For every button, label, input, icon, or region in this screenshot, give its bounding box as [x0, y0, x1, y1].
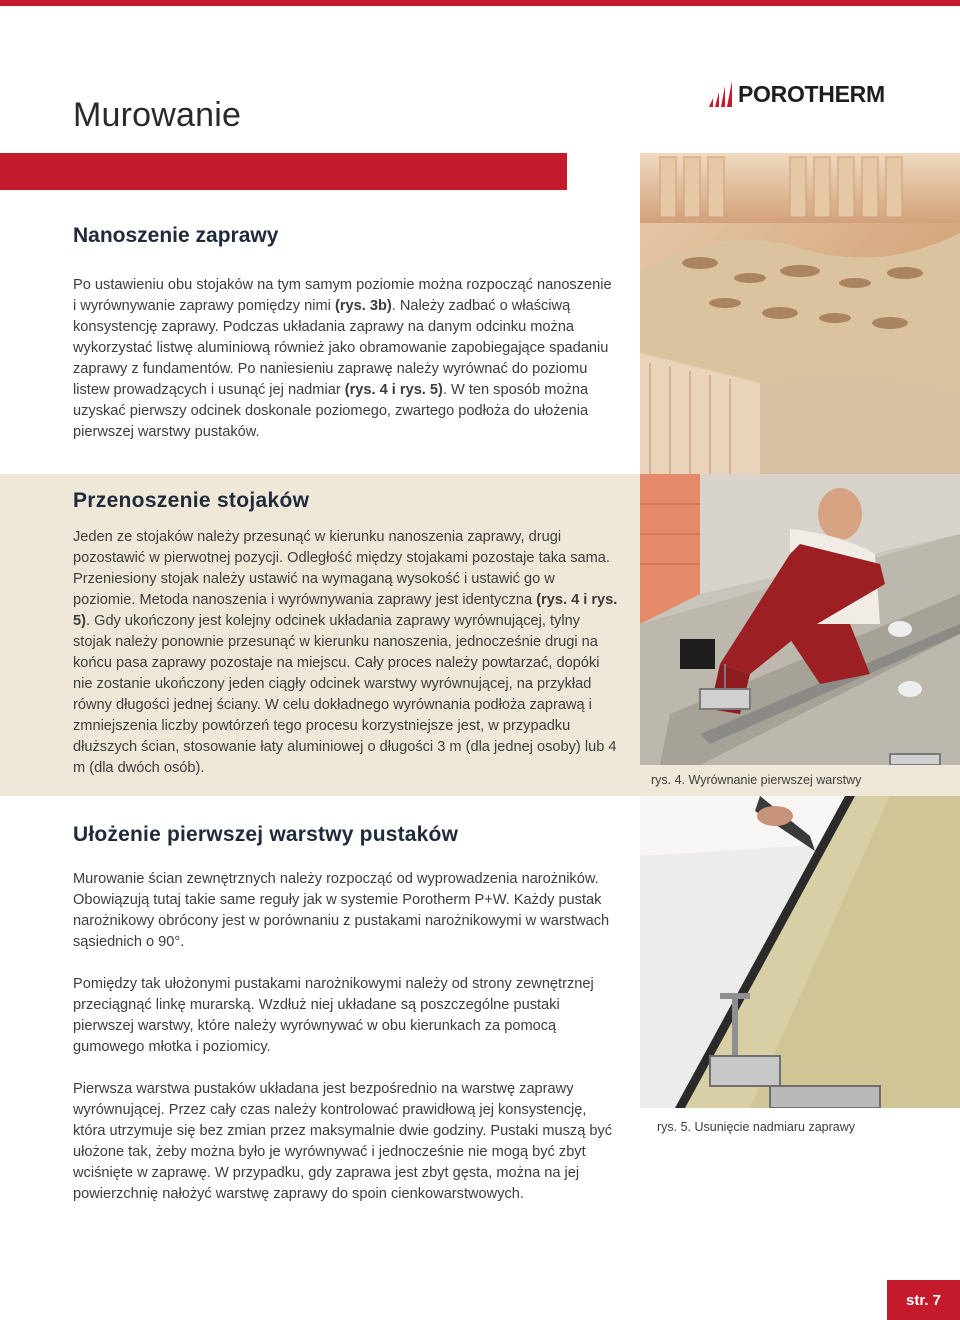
porotherm-logo	[708, 80, 885, 108]
figure-4-caption: rys. 4. Wyrównanie pierwszej warstwy	[651, 773, 862, 787]
paragraph-text: Pierwsza warstwa pustaków układana jest bezpośrednio na warstwę zaprawy wyrównującej. Przez cały czas należy kontrolować prawidłową jej konsystencję, która utrzymuje się bez zmian przez maksymalnie dwie godziny. Pustaki muszą być ułożone tak, żeby można było je wyrównywać i jednocześnie nie mogą być zbyt wciśnięte w zaprawę. W przypadku, gdy zaprawa jest zbyt gęsta, można na jej powierzchnię nałożyć warstwę zaprawy do spoin cienkowarstwowych.	[73, 1081, 613, 1202]
paragraph-text: Pomiędzy tak ułożonymi pustakami narożnikowymi należy od strony zewnętrznej przeciągnąć linkę murarską. Wzdłuż niej układane są poszczególne pustaki pierwszej warstwy, które należy wyrównywać w obu kierunkach za pomocą gumowego młotka i poziomicy.	[73, 976, 594, 1055]
section-heading-mortar-application: Nanoszenie zaprawy	[73, 224, 279, 247]
trowel-excess-mortar-photo	[640, 796, 960, 1108]
paragraph-first-layer-3	[73, 1079, 618, 1205]
paragraph-moving-stands	[73, 527, 618, 779]
page-number-label: str. 7	[905, 1291, 942, 1309]
paragraph-text: . Gdy ukończony jest kolejny odcinek układania zaprawy wyrównującej, tylny stojak należy ponownie przesunąć w kierunku nanoszenia, jednocześnie drugi na końcu pasa zaprawy pozostaje na miejscu. Cały proces należy powtarzać, dopóki nie zostanie ukończony jeden ciągły odcinek warstwy wyrównującej, na przykład równy długości jednej ściany. W celu dokładnego wyrównania podłoża zaprawą i zmniejszenia liczby powtórzeń tego procesu korzystniejsze jest, w przypadku dłuższych ścian, stosowanie łaty aluminiowej o długości 3 m (dla jednej osoby) lub 4 m (dla dwóch osób).	[73, 613, 617, 776]
section-red-bar	[0, 153, 567, 190]
logo-wordmark: POROTHERM	[738, 80, 885, 107]
figure-reference: (rys. 3b)	[334, 298, 392, 314]
section-heading-moving-stands: Przenoszenie stojaków	[73, 489, 310, 512]
paragraph-text: Po ustawieniu obu stojaków na tym samym poziomie można rozpocząć nanoszenie i wyrównywanie zaprawy pomiędzy nimi	[73, 277, 612, 314]
paragraph-text: Jeden ze stojaków należy przesunąć w kierunku nanoszenia zaprawy, drugi pozostawić w pierwotnej pozycji. Odległość między stojakami pozostaje taka sama. Przeniesiony stojak należy ustawić na wymaganą wysokość i ustawić go w poziomie. Metoda nanoszenia i wyrównywania zaprawy jest identyczna	[73, 529, 610, 608]
paragraph-first-layer-2	[73, 974, 618, 1058]
worker-leveling-photo	[640, 474, 960, 765]
porotherm-logo-mark-icon	[708, 81, 734, 107]
paragraph-text: Murowanie ścian zewnętrznych należy rozpocząć od wyprowadzenia narożników. Obowiązują tutaj takie same reguły jak w systemie Porotherm P+W. Każdy pustak narożnikowy obrócony jest w porównaniu z pustakami narożnikowymi w warstwach sąsiednich o 90°.	[73, 871, 610, 950]
page-title: Murowanie	[73, 96, 242, 134]
figure-reference: (rys. 4 i rys. 5)	[73, 592, 618, 629]
figure-5-caption: rys. 5. Usunięcie nadmiaru zaprawy	[657, 1120, 855, 1134]
top-accent-bar	[0, 0, 960, 6]
page-number-badge	[887, 1280, 960, 1320]
bricks-mortar-photo	[640, 153, 960, 474]
section-heading-first-layer: Ułożenie pierwszej warstwy pustaków	[73, 823, 459, 846]
figure-reference: (rys. 4 i rys. 5)	[344, 382, 443, 398]
paragraph-text: . W ten sposób można uzyskać pierwszy odcinek doskonale poziomego, zwartego podłoża do ułożenia pierwszej warstwy pustaków.	[73, 382, 589, 440]
paragraph-text: . Należy zadbać o właściwą konsystencję zaprawy. Podczas układania zaprawy na danym odcinku można wykorzystać listwę aluminiową również jako obramowanie zapobiegające spadaniu zaprawy z fundamentów. Po naniesieniu zaprawę należy wyrównać do poziomu listew prowadzących i usunąć jej nadmiar	[73, 298, 609, 398]
paragraph-first-layer-1	[73, 869, 618, 953]
paragraph-mortar-application	[73, 275, 618, 443]
